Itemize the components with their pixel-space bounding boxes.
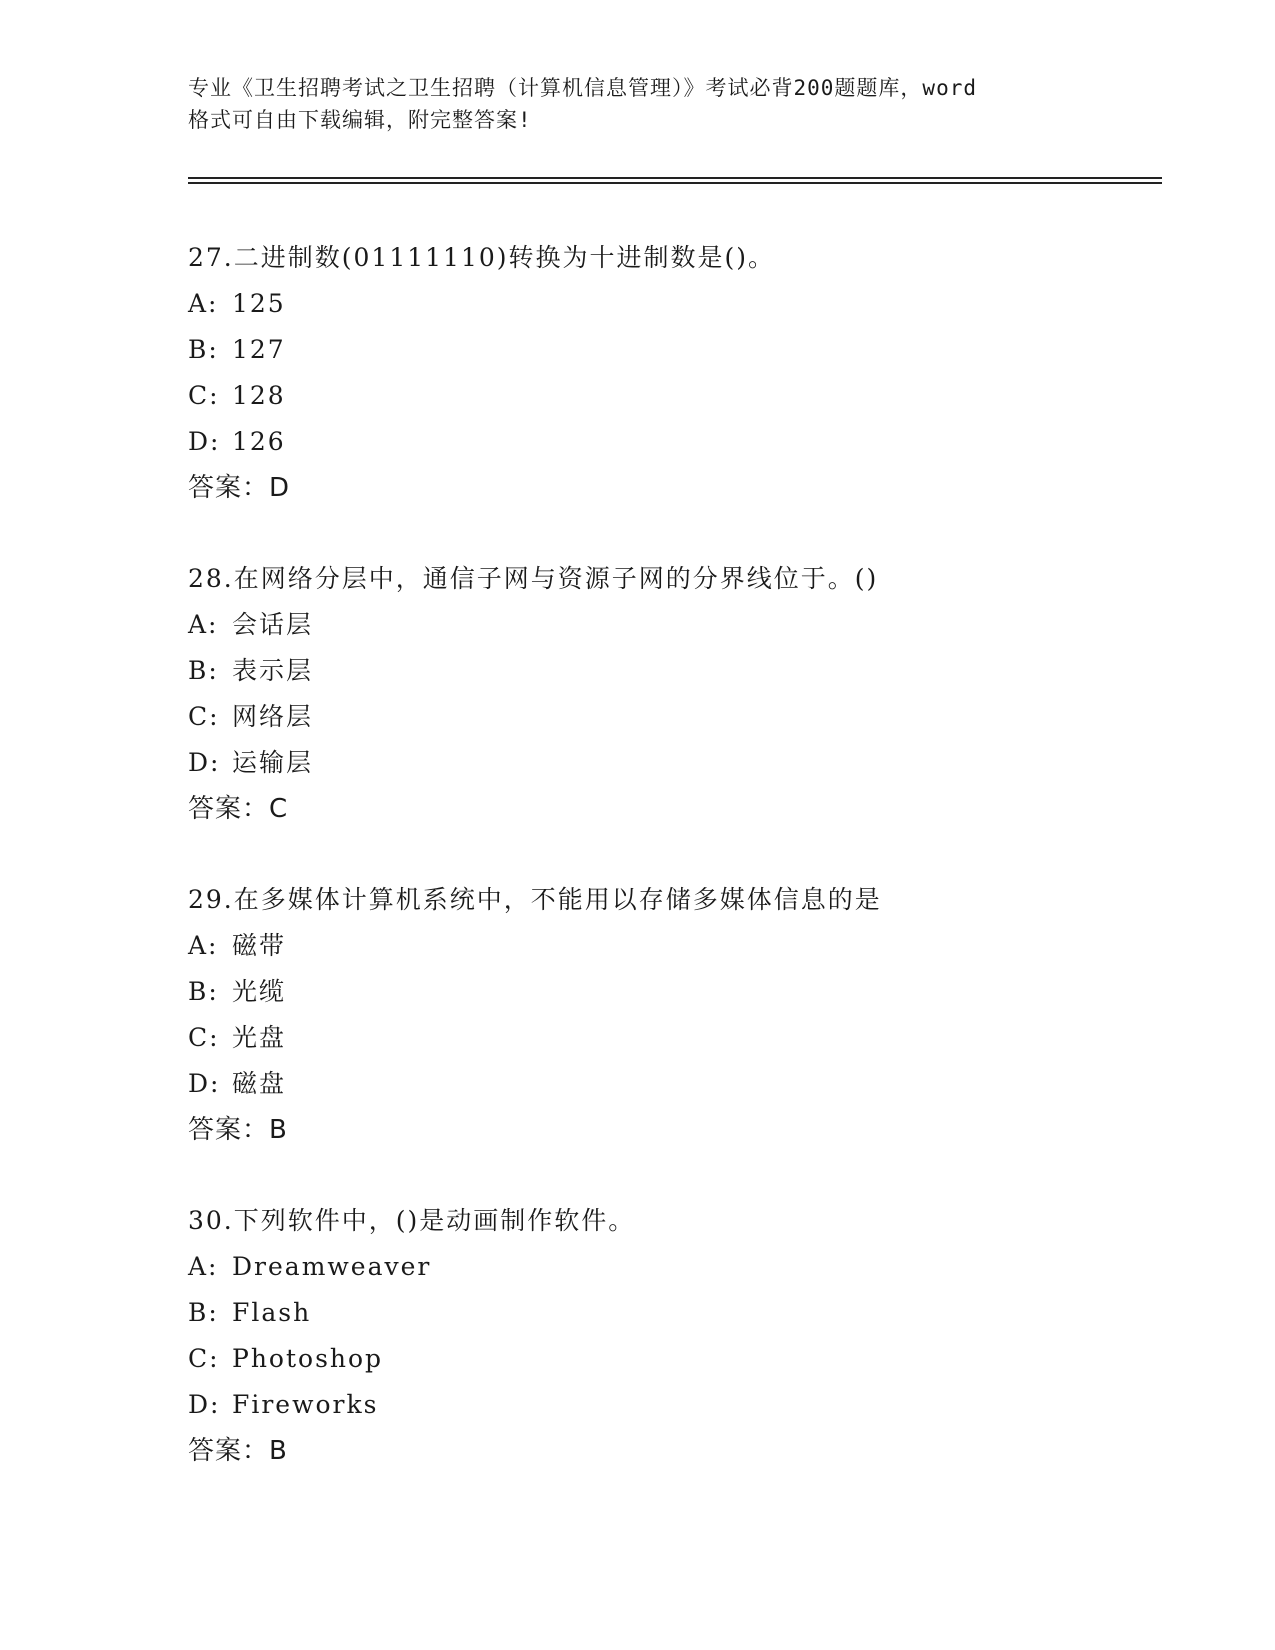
option-c [188, 1336, 1188, 1382]
option-text: 光盘 [232, 1023, 287, 1052]
option-text: 运输层 [232, 748, 314, 777]
option-text: 光缆 [232, 977, 287, 1006]
option-text: 126 [232, 427, 286, 456]
option-text: 127 [232, 335, 286, 364]
question-stem: 27.二进制数(01111110)转换为十进制数是()。 [188, 243, 776, 272]
option-text: 网络层 [232, 702, 314, 731]
answer-line: 答案：D [188, 473, 291, 503]
option-letter: D: [188, 427, 221, 456]
option-c [188, 373, 1188, 419]
option-a [188, 1244, 1188, 1290]
option-letter: D: [188, 1069, 221, 1098]
option-letter: D: [188, 1390, 221, 1419]
option-c [188, 1015, 1188, 1061]
header-divider-bottom [188, 182, 1162, 184]
option-letter: C: [188, 1023, 220, 1052]
answer-line: 答案：C [188, 794, 289, 824]
header-divider-top [188, 177, 1162, 179]
option-text: 表示层 [232, 656, 314, 685]
question-28 [188, 556, 1188, 832]
option-text: 128 [232, 381, 286, 410]
option-letter: A: [188, 1252, 219, 1281]
option-c [188, 694, 1188, 740]
option-a [188, 281, 1188, 327]
question-30 [188, 1198, 1188, 1474]
question-stem: 29.在多媒体计算机系统中，不能用以存储多媒体信息的是 [188, 885, 882, 914]
question-27 [188, 235, 1188, 511]
answer-line: 答案：B [188, 1115, 288, 1145]
option-letter: C: [188, 702, 220, 731]
option-letter: B: [188, 1298, 219, 1327]
document-header [188, 72, 1088, 136]
question-stem: 30.下列软件中，()是动画制作软件。 [188, 1206, 636, 1235]
option-letter: A: [188, 931, 219, 960]
option-letter: B: [188, 335, 219, 364]
option-d [188, 1061, 1188, 1107]
option-letter: A: [188, 289, 219, 318]
option-text: 会话层 [232, 610, 314, 639]
option-b [188, 327, 1188, 373]
answer-line: 答案：B [188, 1436, 288, 1466]
option-b [188, 648, 1188, 694]
option-text: Fireworks [232, 1390, 379, 1419]
option-text: Photoshop [232, 1344, 384, 1373]
option-d [188, 1382, 1188, 1428]
option-letter: B: [188, 977, 219, 1006]
question-stem: 28.在网络分层中，通信子网与资源子网的分界线位于。() [188, 564, 879, 593]
option-text: Flash [232, 1298, 312, 1327]
option-letter: C: [188, 1344, 220, 1373]
option-d [188, 419, 1188, 465]
question-29 [188, 877, 1188, 1153]
option-letter: C: [188, 381, 220, 410]
option-b [188, 1290, 1188, 1336]
option-text: Dreamweaver [232, 1252, 432, 1281]
option-d [188, 740, 1188, 786]
option-text: 磁盘 [232, 1069, 287, 1098]
option-letter: A: [188, 610, 219, 639]
option-a [188, 602, 1188, 648]
option-a [188, 923, 1188, 969]
option-b [188, 969, 1188, 1015]
option-text: 磁带 [232, 931, 287, 960]
header-line-2: 格式可自由下载编辑，附完整答案! [188, 108, 532, 132]
option-text: 125 [232, 289, 286, 318]
option-letter: B: [188, 656, 219, 685]
option-letter: D: [188, 748, 221, 777]
header-line-1: 专业《卫生招聘考试之卫生招聘（计算机信息管理）》考试必背200题题库，word [188, 76, 977, 100]
